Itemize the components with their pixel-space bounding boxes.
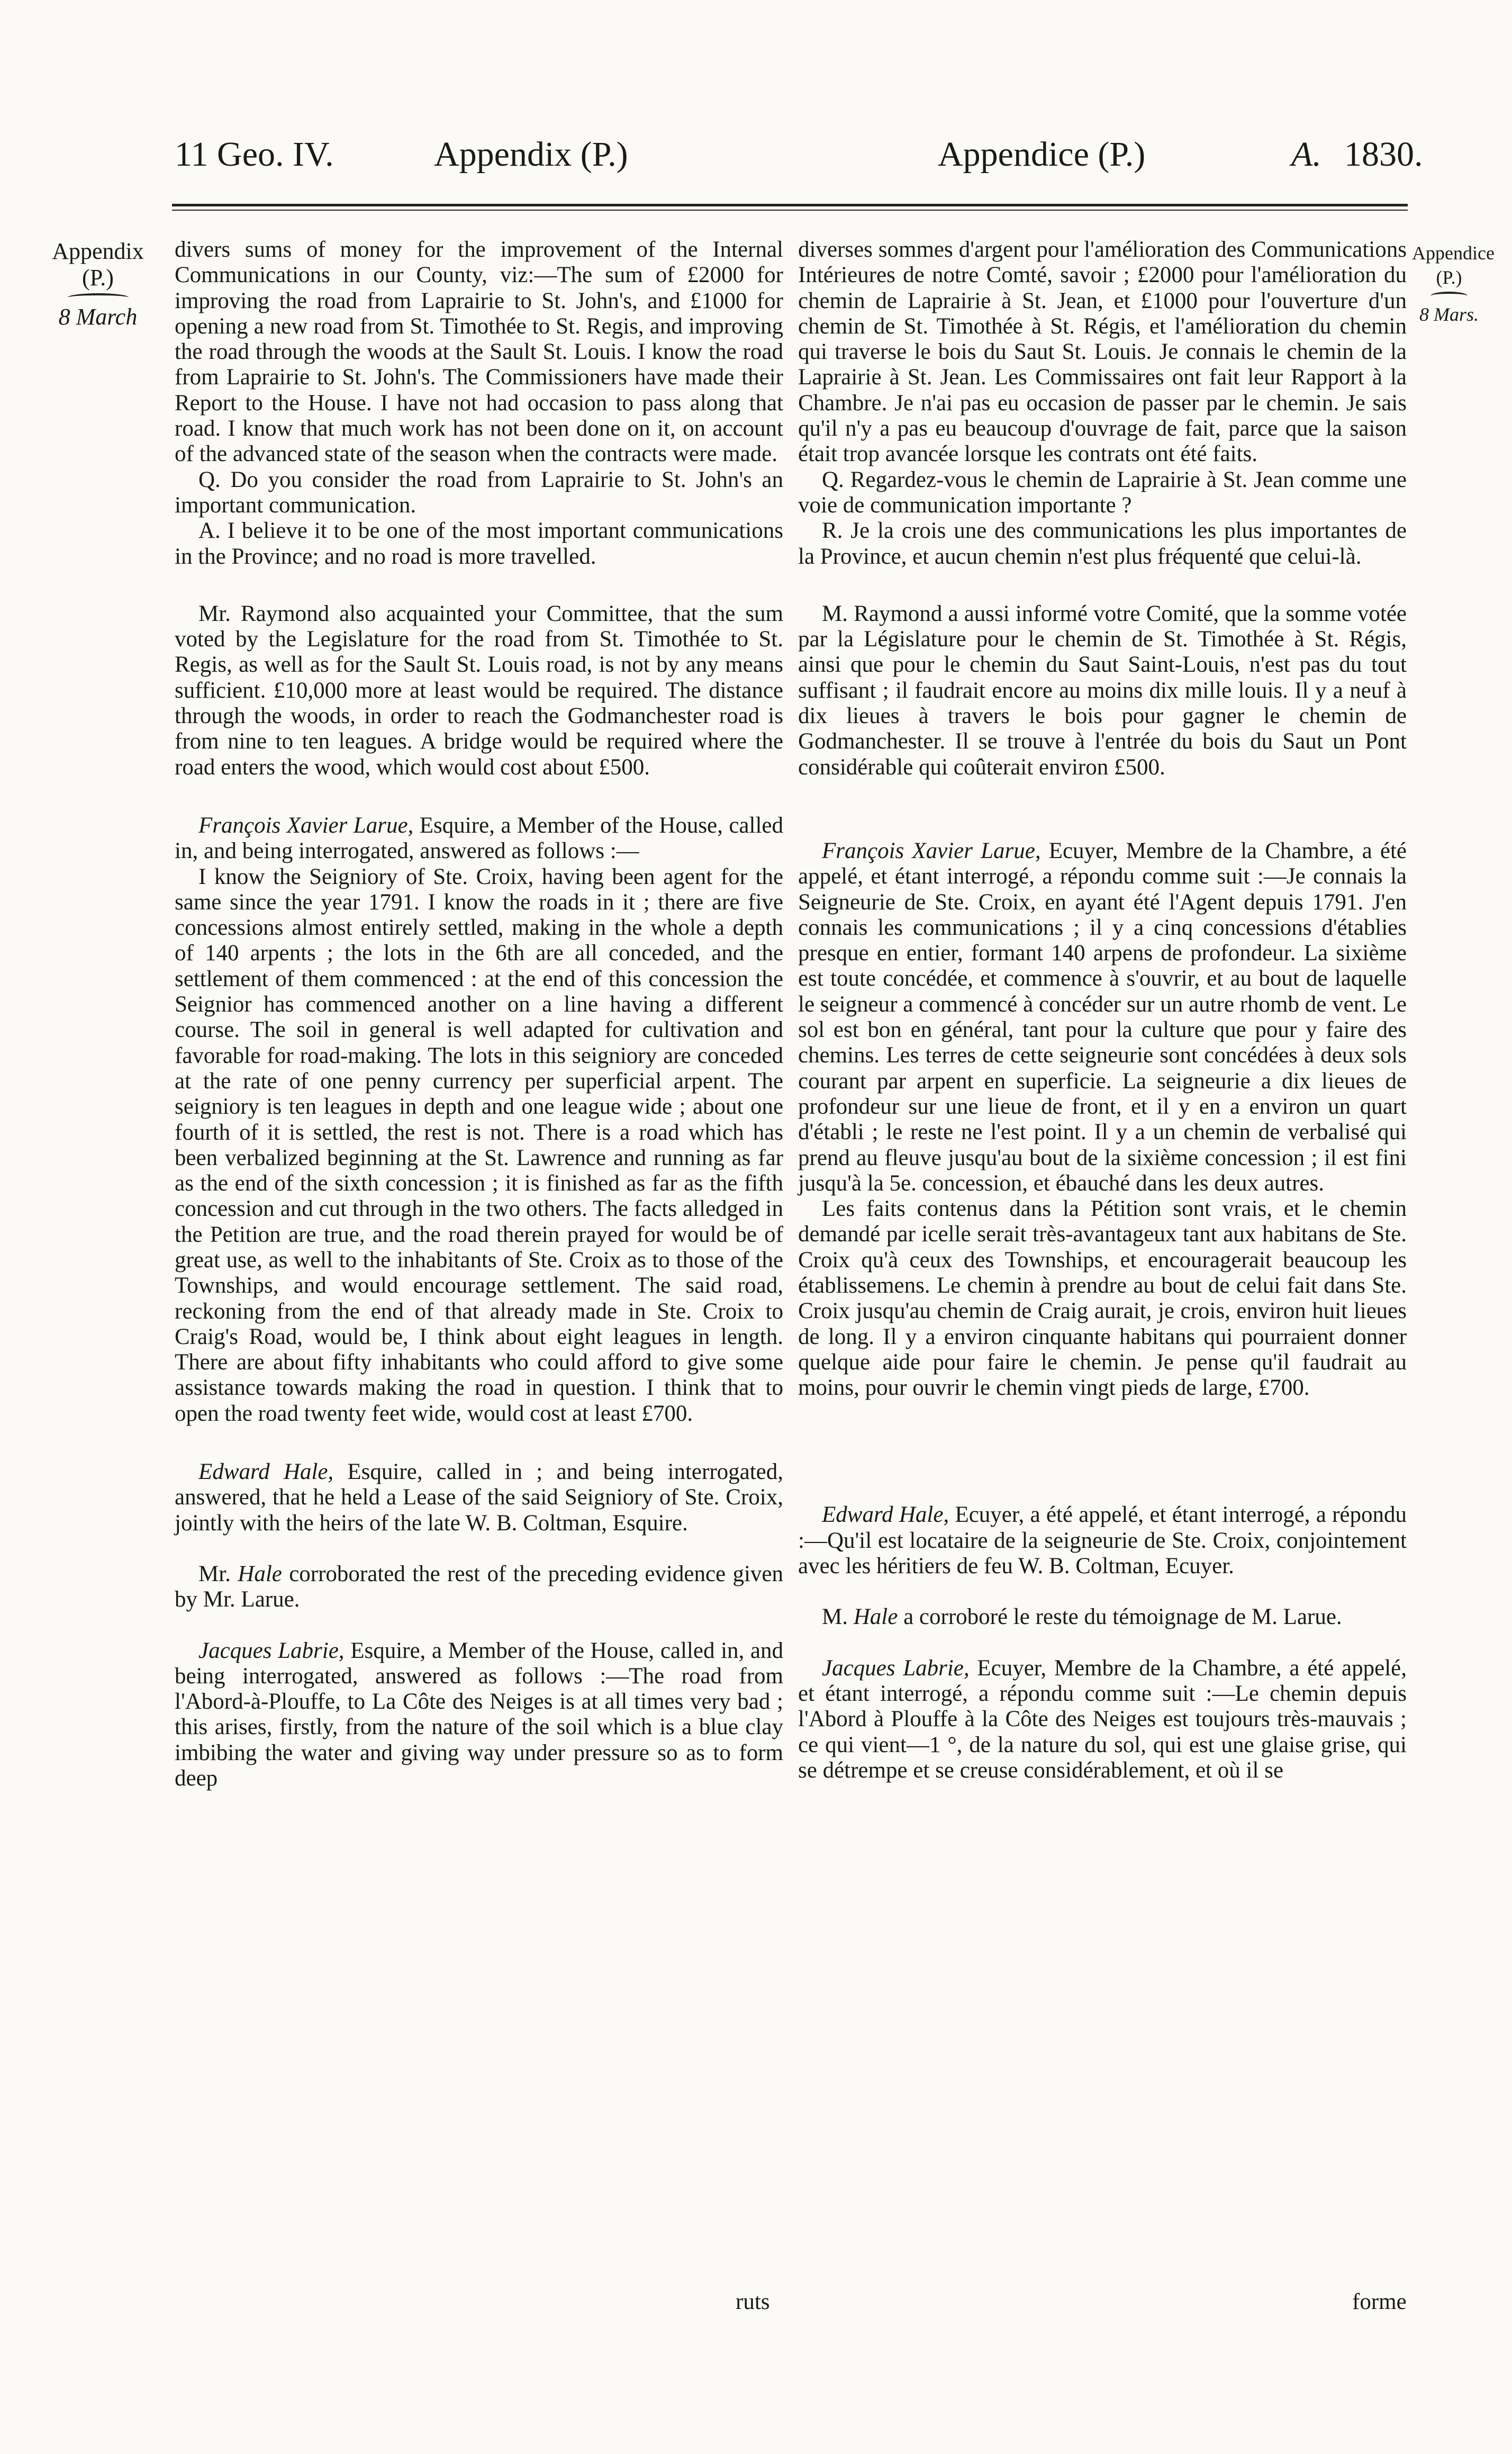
margin-left-line3: 8 March	[58, 304, 138, 330]
fr-witness-hale: Edward Hale,	[822, 1502, 949, 1528]
en-witness-larue: François Xavier Larue,	[198, 813, 414, 838]
en-paragraph-hale-corroboration: Mr. Hale corroborated the rest of the preceding evidence given by Mr. Larue.	[175, 1561, 783, 1612]
fr-answer: R. Je la crois une des communications les plus importantes de la Province, et aucun chemin n'est plus fréquenté que celui-là.	[798, 518, 1407, 569]
en-paragraph-1: divers sums of money for the improvement of the Internal Communications in our County, viz:—The sum of £2000 for improving the road from Laprairie to St. John's, and £1000 for opening a new road from St. Timothée to St. Regis, and improving the road through the woods at the Sault St. Louis. I know the road from Laprairie to St. John's. The Commissioners have made their Report to the House. I have not had occasion to pass along that road. I know that much work has not been done on it, on account of the advanced state of the season when the contracts were made.	[175, 237, 783, 467]
fr-paragraph-labrie: Jacques Labrie, Ecuyer, Membre de la Chambre, a été appelé, et étant interrogé, a répondu comme suit :—Le chemin depuis l'Abord à Plouffe à la Côte des Neiges est toujours très-mauvais ; ce qui vient—1 °, de la nature du sol, qui est une glaise grise, qui se détrempe et se creuse considérablement, et où il se	[798, 1655, 1407, 1783]
margin-left-line2: (P.)	[82, 265, 114, 291]
header-rule-thin	[172, 210, 1408, 211]
en-paragraph-raymond: Mr. Raymond also acquainted your Committee, that the sum voted by the Legislature for the road from St. Timothée to St. Regis, as well as for the Sault St. Louis road, is not by any means sufficient. £10,000 more at least would be required. The distance through the woods, in order to reach the Godmanchester road is from nine to ten leagues. A bridge would be required where the road enters the wood, which would cost about £500.	[175, 601, 783, 780]
margin-left-line1: Appendix	[52, 238, 144, 264]
en-question: Q. Do you consider the road from Laprairie to St. John's an important communication.	[175, 467, 783, 518]
margin-note-left	[37, 238, 159, 330]
header-year: 1830.	[1344, 135, 1423, 174]
margin-note-right	[1412, 241, 1495, 327]
en-witness-labrie: Jacques Labrie,	[198, 1638, 345, 1663]
en-paragraph-labrie: Jacques Labrie, Esquire, a Member of the House, called in, and being interrogated, answered as follows :—The road from l'Abord-à-Plouffe, to La Côte des Neiges is at all times very bad ; this arises, firstly, from the nature of the soil which is a blue clay imbibing the water and giving way under pressure so as to form deep	[175, 1638, 784, 1791]
fr-paragraph-hale: Edward Hale, Ecuyer, a été appelé, et étant interrogé, a répondu :—Qu'il est locataire de la seigneurie de Ste. Croix, conjointement avec les héritiers de feu W. B. Coltman, Ecuyer.	[798, 1502, 1407, 1579]
fr-witness-larue: François Xavier Larue,	[822, 838, 1041, 863]
en-answer: A. I believe it to be one of the most important communications in the Province; and no road is more travelled.	[175, 518, 783, 569]
margin-right-line1: Appendice	[1412, 242, 1495, 264]
fr-paragraph-hale-corroboration: M. Hale a corroboré le reste du témoignage de M. Larue.	[822, 1604, 1342, 1630]
header-session: 11 Geo. IV.	[175, 135, 334, 174]
fr-paragraph-larue-2: Les faits contenus dans la Pétition sont vrais, et le chemin demandé par icelle serait très-avantageux tant aux habitans de Ste. Croix qu'à ceux des Townships, et encouragerait beaucoup les établissemens. Le chemin à prendre au bout de celui fait dans Ste. Croix jusqu'au chemin de Craig aurait, je crois, environ huit lieues de long. Il y a environ cinquante habitans qui pourraient donner quelque aide pour faire le chemin. Je pense qu'il faudrait au moins, pour ouvrir le chemin vingt pieds de large, £700.	[798, 1196, 1407, 1401]
fr-paragraph-larue: François Xavier Larue, Ecuyer, Membre de la Chambre, a été appelé, et étant interrogé, a répondu comme suit :—Je connais la Seigneurie de Ste. Croix, en ayant été l'Agent depuis 1791. J'en connais les communications ; il y a cinq concessions d'établies presque en entier, formant 140 arpens de profondeur. La sixième est toute concédée, et commence à s'ouvrir, et au bout de laquelle le seigneur a commencé à concéder sur un autre rhomb de vent. Le sol est bon en général, tant pour la culture que pour y faire des chemins. Les terres de cette seigneurie sont concédées à deux sols courant par arpent en superficie. La seigneurie a dix lieues de profondeur sur une lieue de front, et il y en a environ un quart d'établi ; le reste ne l'est point. Il y a un chemin de verbalisé qui prend au fleuve jusqu'au bout de la sixième concession ; il est fini jusqu'à la 5e. concession, et ébauché dans les deux autres.	[798, 838, 1407, 1196]
en-paragraph-larue-intro: François Xavier Larue, Esquire, a Member of the House, called in, and being interrogated, answered as follows :—	[175, 813, 783, 864]
brace-icon	[1412, 290, 1486, 302]
fr-question: Q. Regardez-vous le chemin de Laprairie à St. Jean comme une voie de communication importante ?	[798, 467, 1407, 518]
en-catchword: ruts	[736, 2289, 770, 2314]
margin-right-line2: (P.)	[1436, 267, 1462, 288]
fr-paragraph-raymond: M. Raymond a aussi informé votre Comité, que la somme votée par la Législature pour le chemin de St. Timothée à St. Régis, ainsi que pour le chemin du Saut Saint-Louis, n'est pas du tout suffisant ; il faudrait encore au moins dix mille louis. Il y a neuf à dix lieues à travers le bois pour gagner le chemin de Godmanchester. Il se trouve à l'entrée du bois du Saut un Pont considérable qui coûterait environ £500.	[798, 601, 1407, 780]
header-right-title: Appendice (P.)	[938, 135, 1146, 174]
en-paragraph-larue: I know the Seigniory of Ste. Croix, having been agent for the same since the year 1791. I know the roads in it ; there are five concessions almost entirely settled, making in the whole a depth of 140 arpents ; the lots in the 6th are all conceded, and the settlement of them commenced : at the end of this concession the Seignior has commenced another on a line having a different course. The soil in general is well adapted for cultivation and favorable for road-making. The lots in this seigniory are conceded at the rate of one penny currency per superficial arpent. The seigniory is ten leagues in depth and one league wide ; about one fourth of it is settled, the rest is not. There is a road which has been verbalized beginning at the St. Lawrence and running as far as the end of the sixth concession ; it is finished as far as the fifth concession and cut through in the two others. The facts alledged in the Petition are true, and the road therein prayed for would be of great use, as well to the inhabitants of Ste. Croix as to those of the Townships, and would encourage settlement. The said road, reckoning from the end of that already made in Ste. Croix to Craig's Road, would be, I think about eight leagues in length. There are about fifty inhabitants who could afford to give some assistance towards making the road in question. I think that to open the road twenty feet wide, would cost at least £700.	[175, 864, 783, 1426]
header-rule	[172, 204, 1408, 206]
header-left-title: Appendix (P.)	[434, 135, 628, 174]
french-column	[798, 237, 1407, 1783]
fr-witness-labrie: Jacques Labrie,	[822, 1655, 970, 1681]
en-witness-hale: Edward Hale,	[198, 1459, 334, 1485]
margin-right-line3: 8 Mars.	[1419, 304, 1479, 325]
fr-paragraph-1: diverses sommes d'argent pour l'amélioration des Communications Intérieures de notre Comté, savoir ; £2000 pour l'amélioration du chemin de Laprairie à St. Jean, et £1000 pour l'ouverture d'un chemin de St. Timothée à St. Régis, et l'amélioration du chemin qui traverse le bois du Saut St. Louis. Je connais le chemin de la Laprairie à St. Jean. Les Commissaires ont fait leur Rapport à la Chambre. Je n'ai pas eu occasion de passer par le chemin. Je sais qu'il n'y a pas eu beaucoup d'ouvrage de fait, parce que la saison était trop avancée lorsque les contrats ont été faits.	[798, 237, 1407, 467]
header-year-mark: A.	[1291, 135, 1321, 174]
fr-catchword: forme	[1352, 2289, 1407, 2314]
en-paragraph-hale: Edward Hale, Esquire, called in ; and being interrogated, answered, that he held a Lease of the said Seigniory of Ste. Croix, jointly with the heirs of the late W. B. Coltman, Esquire.	[175, 1459, 784, 1536]
brace-icon	[37, 291, 159, 304]
english-column	[175, 237, 783, 1791]
